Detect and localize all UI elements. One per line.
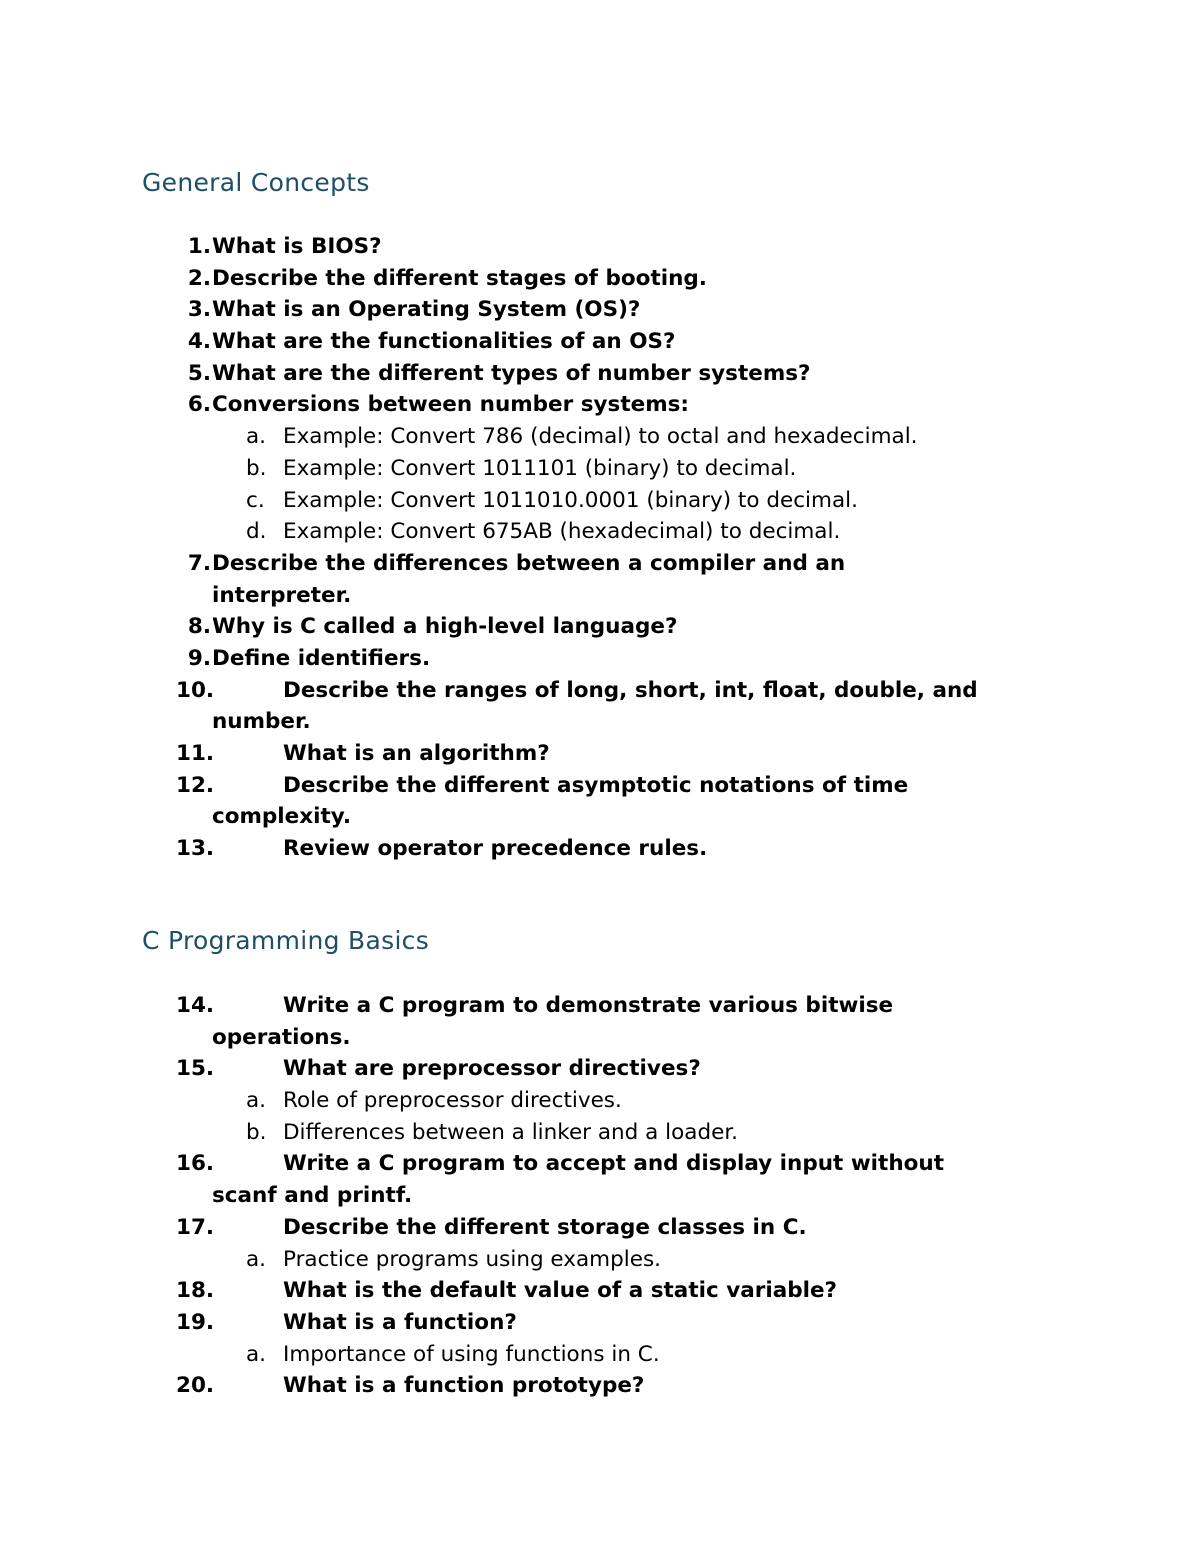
sub-list-item [0, 516, 1200, 548]
item-text: Practice programs using examples. [283, 1246, 662, 1272]
item-text: Example: Convert 786 (decimal) to octal and hexadecimal. [283, 424, 918, 450]
sub-item-letter: d. [246, 519, 267, 545]
sub-item-letter: a. [246, 1246, 267, 1272]
item-text: scanf and printf. [212, 1183, 413, 1209]
item-number: 1. [187, 234, 211, 259]
sub-list-item [0, 421, 1200, 453]
item-number: 9. [187, 645, 211, 671]
item-text: Write a C program to accept and display input without [283, 1151, 944, 1177]
item-text: Describe the ranges of long, short, int, float, double, and [283, 677, 978, 703]
sub-list-item [0, 453, 1200, 485]
item-text: interpreter. [212, 582, 352, 608]
item-number: 12. [176, 772, 215, 798]
item-number: 7. [187, 550, 211, 576]
item-text: What is a function prototype? [283, 1373, 645, 1399]
item-number: 18. [176, 1278, 215, 1304]
item-number: 6. [187, 392, 211, 418]
list-item [0, 770, 1200, 802]
item-text: What is an Operating System (OS)? [212, 297, 641, 323]
list-item-continuation [0, 706, 1200, 738]
list-item [0, 1275, 1200, 1307]
item-text: Differences between a linker and a loader. [283, 1119, 739, 1145]
sub-list-item [0, 485, 1200, 517]
item-text: Role of preprocessor directives. [283, 1088, 622, 1114]
list-item [0, 548, 1200, 580]
item-number: 17. [176, 1214, 215, 1240]
sub-item-letter: a. [246, 1088, 267, 1114]
item-text: What are the different types of number systems? [212, 360, 811, 386]
sub-item-letter: a. [246, 424, 267, 450]
question-list-c-programming-basics [0, 990, 1200, 1402]
item-text: number. [212, 709, 311, 735]
item-text: Write a C program to demonstrate various bitwise [283, 993, 894, 1018]
sub-list-item [0, 1244, 1200, 1276]
item-number: 15. [176, 1056, 215, 1082]
list-item-continuation [0, 580, 1200, 612]
item-number: 14. [176, 993, 215, 1018]
section-heading-general-concepts: General Concepts [142, 168, 370, 197]
item-text: Describe the different asymptotic notations of time [283, 772, 909, 798]
list-item [0, 231, 1200, 263]
sub-item-letter: a. [246, 1341, 267, 1367]
item-text: Example: Convert 1011101 (binary) to decimal. [283, 455, 797, 481]
list-item [0, 833, 1200, 865]
item-number: 4. [187, 329, 211, 355]
section-heading-c-programming-basics: C Programming Basics [142, 926, 430, 955]
item-text: What is a function? [283, 1309, 517, 1335]
sub-list-item [0, 1085, 1200, 1117]
list-item [0, 1212, 1200, 1244]
item-number: 13. [176, 836, 215, 862]
list-item [0, 990, 1200, 1022]
list-item [0, 294, 1200, 326]
list-item [0, 643, 1200, 675]
list-item [0, 326, 1200, 358]
list-item [0, 675, 1200, 707]
sub-item-letter: b. [246, 1119, 267, 1145]
item-number: 11. [176, 741, 215, 766]
list-item [0, 1148, 1200, 1180]
item-text: Example: Convert 1011010.0001 (binary) to decimal. [283, 487, 858, 513]
list-item [0, 738, 1200, 770]
sub-list-item [0, 1339, 1200, 1371]
item-text: Describe the differences between a compiler and an [212, 550, 846, 576]
question-list-general-concepts [0, 231, 1200, 865]
item-number: 2. [187, 265, 211, 291]
sub-item-letter: c. [246, 487, 265, 513]
item-text: Why is C called a high-level language? [212, 614, 678, 640]
item-text: Review operator precedence rules. [283, 836, 708, 862]
item-text: Example: Convert 675AB (hexadecimal) to decimal. [283, 519, 841, 545]
item-text: What is the default value of a static variable? [283, 1278, 838, 1304]
item-text: Define identifiers. [212, 645, 431, 671]
item-text: What is BIOS? [212, 234, 382, 259]
item-text: What is an algorithm? [283, 741, 550, 766]
item-text: What are the functionalities of an OS? [212, 329, 676, 355]
item-text: Conversions between number systems: [212, 392, 689, 418]
list-item [0, 611, 1200, 643]
item-text: Describe the different storage classes in C. [283, 1214, 807, 1240]
item-number: 20. [176, 1373, 215, 1399]
item-number: 10. [176, 677, 215, 703]
list-item [0, 389, 1200, 421]
item-text: Describe the different stages of booting. [212, 265, 707, 291]
sub-item-letter: b. [246, 455, 267, 481]
item-text: complexity. [212, 804, 351, 830]
item-number: 19. [176, 1309, 215, 1335]
list-item-continuation [0, 801, 1200, 833]
item-number: 5. [187, 360, 211, 386]
list-item [0, 1307, 1200, 1339]
list-item [0, 358, 1200, 390]
list-item [0, 1053, 1200, 1085]
item-number: 16. [176, 1151, 215, 1177]
item-number: 3. [187, 297, 211, 323]
list-item-continuation [0, 1180, 1200, 1212]
list-item-continuation [0, 1022, 1200, 1054]
item-text: Importance of using functions in C. [283, 1341, 660, 1367]
sub-list-item [0, 1117, 1200, 1149]
list-item [0, 1370, 1200, 1402]
item-text: What are preprocessor directives? [283, 1056, 701, 1082]
item-text: operations. [212, 1024, 351, 1050]
list-item [0, 263, 1200, 295]
item-number: 8. [187, 614, 211, 640]
